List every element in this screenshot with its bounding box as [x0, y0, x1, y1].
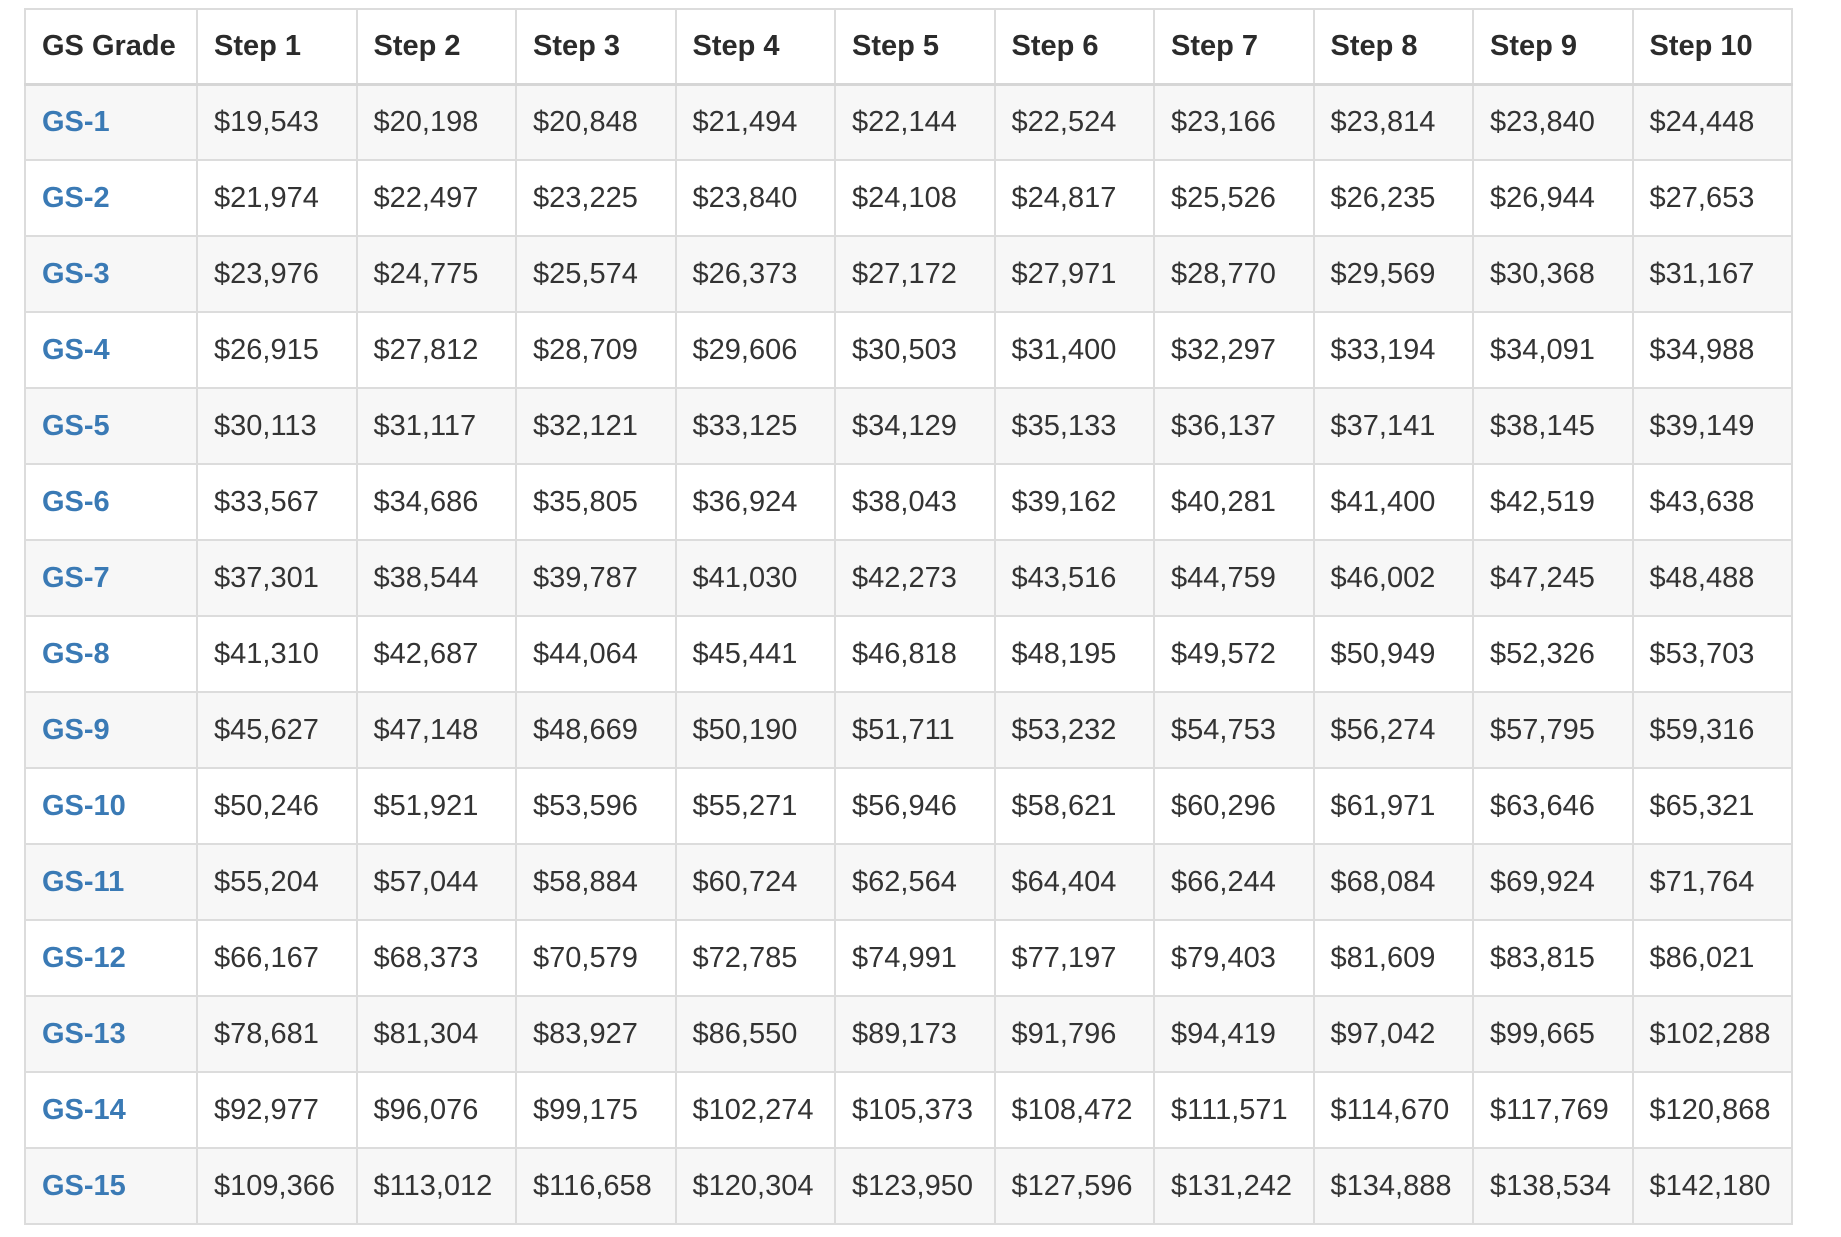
- salary-cell: $86,550: [676, 996, 836, 1072]
- salary-cell: $45,627: [197, 692, 357, 768]
- table-row: [25, 996, 1792, 1072]
- salary-cell: $102,274: [676, 1072, 836, 1148]
- salary-cell: $142,180: [1633, 1148, 1793, 1224]
- salary-cell: $71,764: [1633, 844, 1793, 920]
- salary-cell: $89,173: [835, 996, 995, 1072]
- salary-cell: $83,815: [1473, 920, 1633, 996]
- salary-cell: $27,812: [357, 312, 517, 388]
- salary-cell: $70,579: [516, 920, 676, 996]
- salary-cell: $27,971: [995, 236, 1155, 312]
- salary-cell: $33,194: [1314, 312, 1474, 388]
- gs-pay-table: [24, 8, 1793, 1225]
- grade-cell: [25, 996, 197, 1072]
- salary-cell: $53,596: [516, 768, 676, 844]
- salary-cell: $34,091: [1473, 312, 1633, 388]
- salary-cell: $57,044: [357, 844, 517, 920]
- salary-cell: $26,235: [1314, 160, 1474, 236]
- grade-link[interactable]: GS-1: [42, 105, 110, 138]
- salary-cell: $68,373: [357, 920, 517, 996]
- salary-cell: $50,246: [197, 768, 357, 844]
- salary-cell: $41,030: [676, 540, 836, 616]
- salary-cell: $102,288: [1633, 996, 1793, 1072]
- salary-cell: $74,991: [835, 920, 995, 996]
- table-row: [25, 692, 1792, 768]
- grade-link[interactable]: GS-5: [42, 409, 110, 442]
- table-row: [25, 1072, 1792, 1148]
- salary-cell: $27,653: [1633, 160, 1793, 236]
- grade-cell: [25, 540, 197, 616]
- salary-cell: $26,944: [1473, 160, 1633, 236]
- grade-link[interactable]: GS-2: [42, 181, 110, 214]
- table-row: [25, 1148, 1792, 1224]
- salary-cell: $38,544: [357, 540, 517, 616]
- salary-cell: $61,971: [1314, 768, 1474, 844]
- table-row: [25, 464, 1792, 540]
- salary-cell: $120,304: [676, 1148, 836, 1224]
- salary-cell: $117,769: [1473, 1072, 1633, 1148]
- salary-cell: $26,915: [197, 312, 357, 388]
- salary-cell: $30,113: [197, 388, 357, 464]
- salary-cell: $105,373: [835, 1072, 995, 1148]
- table-row: [25, 844, 1792, 920]
- salary-cell: $20,198: [357, 84, 517, 160]
- salary-cell: $54,753: [1154, 692, 1314, 768]
- grade-link[interactable]: GS-7: [42, 561, 110, 594]
- salary-cell: $43,516: [995, 540, 1155, 616]
- salary-cell: $45,441: [676, 616, 836, 692]
- salary-cell: $56,274: [1314, 692, 1474, 768]
- column-header-step-8: Step 8: [1314, 9, 1474, 84]
- salary-cell: $33,125: [676, 388, 836, 464]
- salary-cell: $24,108: [835, 160, 995, 236]
- column-header-step-3: Step 3: [516, 9, 676, 84]
- table-row: [25, 768, 1792, 844]
- salary-cell: $58,621: [995, 768, 1155, 844]
- table-row: [25, 236, 1792, 312]
- grade-cell: [25, 920, 197, 996]
- salary-cell: $36,924: [676, 464, 836, 540]
- salary-cell: $83,927: [516, 996, 676, 1072]
- grade-link[interactable]: GS-9: [42, 713, 110, 746]
- column-header-step-6: Step 6: [995, 9, 1155, 84]
- pay-table-container: [24, 8, 1791, 1225]
- salary-cell: $31,117: [357, 388, 517, 464]
- salary-cell: $53,703: [1633, 616, 1793, 692]
- salary-cell: $92,977: [197, 1072, 357, 1148]
- salary-cell: $38,043: [835, 464, 995, 540]
- grade-link[interactable]: GS-8: [42, 637, 110, 670]
- grade-link[interactable]: GS-13: [42, 1017, 126, 1050]
- table-row: [25, 312, 1792, 388]
- salary-cell: $52,326: [1473, 616, 1633, 692]
- salary-cell: $123,950: [835, 1148, 995, 1224]
- salary-cell: $46,818: [835, 616, 995, 692]
- salary-cell: $91,796: [995, 996, 1155, 1072]
- salary-cell: $21,494: [676, 84, 836, 160]
- grade-cell: [25, 692, 197, 768]
- salary-cell: $31,167: [1633, 236, 1793, 312]
- salary-cell: $46,002: [1314, 540, 1474, 616]
- salary-cell: $116,658: [516, 1148, 676, 1224]
- salary-cell: $33,567: [197, 464, 357, 540]
- salary-cell: $34,129: [835, 388, 995, 464]
- salary-cell: $39,149: [1633, 388, 1793, 464]
- grade-link[interactable]: GS-15: [42, 1169, 126, 1202]
- salary-cell: $28,770: [1154, 236, 1314, 312]
- grade-cell: [25, 464, 197, 540]
- salary-cell: $99,665: [1473, 996, 1633, 1072]
- grade-link[interactable]: GS-12: [42, 941, 126, 974]
- table-row: [25, 616, 1792, 692]
- salary-cell: $42,519: [1473, 464, 1633, 540]
- salary-cell: $30,503: [835, 312, 995, 388]
- table-header: [25, 9, 1792, 84]
- salary-cell: $37,301: [197, 540, 357, 616]
- table-row: [25, 160, 1792, 236]
- column-header-step-10: Step 10: [1633, 9, 1793, 84]
- table-row: [25, 84, 1792, 160]
- salary-cell: $41,310: [197, 616, 357, 692]
- grade-cell: [25, 312, 197, 388]
- salary-cell: $49,572: [1154, 616, 1314, 692]
- salary-cell: $81,304: [357, 996, 517, 1072]
- salary-cell: $64,404: [995, 844, 1155, 920]
- salary-cell: $47,148: [357, 692, 517, 768]
- column-header-step-7: Step 7: [1154, 9, 1314, 84]
- salary-cell: $25,526: [1154, 160, 1314, 236]
- salary-cell: $23,814: [1314, 84, 1474, 160]
- salary-cell: $22,497: [357, 160, 517, 236]
- salary-cell: $32,121: [516, 388, 676, 464]
- salary-cell: $34,686: [357, 464, 517, 540]
- grade-link[interactable]: GS-6: [42, 485, 110, 518]
- salary-cell: $48,195: [995, 616, 1155, 692]
- column-header-step-4: Step 4: [676, 9, 836, 84]
- salary-cell: $114,670: [1314, 1072, 1474, 1148]
- salary-cell: $22,144: [835, 84, 995, 160]
- salary-cell: $63,646: [1473, 768, 1633, 844]
- salary-cell: $29,569: [1314, 236, 1474, 312]
- salary-cell: $19,543: [197, 84, 357, 160]
- salary-cell: $20,848: [516, 84, 676, 160]
- salary-cell: $23,840: [1473, 84, 1633, 160]
- salary-cell: $127,596: [995, 1148, 1155, 1224]
- salary-cell: $22,524: [995, 84, 1155, 160]
- salary-cell: $39,162: [995, 464, 1155, 540]
- salary-cell: $30,368: [1473, 236, 1633, 312]
- salary-cell: $113,012: [357, 1148, 517, 1224]
- salary-cell: $29,606: [676, 312, 836, 388]
- salary-cell: $25,574: [516, 236, 676, 312]
- grade-cell: [25, 236, 197, 312]
- salary-cell: $99,175: [516, 1072, 676, 1148]
- grade-cell: [25, 1072, 197, 1148]
- column-header-step-2: Step 2: [357, 9, 517, 84]
- salary-cell: $138,534: [1473, 1148, 1633, 1224]
- grade-link[interactable]: GS-10: [42, 789, 126, 822]
- salary-cell: $32,297: [1154, 312, 1314, 388]
- salary-cell: $26,373: [676, 236, 836, 312]
- salary-cell: $57,795: [1473, 692, 1633, 768]
- salary-cell: $21,974: [197, 160, 357, 236]
- salary-cell: $37,141: [1314, 388, 1474, 464]
- column-header-step-5: Step 5: [835, 9, 995, 84]
- salary-cell: $131,242: [1154, 1148, 1314, 1224]
- salary-cell: $78,681: [197, 996, 357, 1072]
- salary-cell: $51,711: [835, 692, 995, 768]
- salary-cell: $108,472: [995, 1072, 1155, 1148]
- salary-cell: $42,687: [357, 616, 517, 692]
- column-header-gs-grade: GS Grade: [25, 9, 197, 84]
- grade-cell: [25, 388, 197, 464]
- salary-cell: $50,949: [1314, 616, 1474, 692]
- grade-cell: [25, 160, 197, 236]
- salary-cell: $111,571: [1154, 1072, 1314, 1148]
- salary-cell: $62,564: [835, 844, 995, 920]
- salary-cell: $23,840: [676, 160, 836, 236]
- grade-link[interactable]: GS-3: [42, 257, 110, 290]
- salary-cell: $58,884: [516, 844, 676, 920]
- salary-cell: $23,225: [516, 160, 676, 236]
- salary-cell: $81,609: [1314, 920, 1474, 996]
- column-header-step-9: Step 9: [1473, 9, 1633, 84]
- salary-cell: $66,244: [1154, 844, 1314, 920]
- grade-cell: [25, 1148, 197, 1224]
- salary-cell: $42,273: [835, 540, 995, 616]
- salary-cell: $65,321: [1633, 768, 1793, 844]
- salary-cell: $35,805: [516, 464, 676, 540]
- salary-cell: $31,400: [995, 312, 1155, 388]
- salary-cell: $50,190: [676, 692, 836, 768]
- salary-cell: $38,145: [1473, 388, 1633, 464]
- salary-cell: $24,817: [995, 160, 1155, 236]
- salary-cell: $59,316: [1633, 692, 1793, 768]
- salary-cell: $53,232: [995, 692, 1155, 768]
- salary-cell: $40,281: [1154, 464, 1314, 540]
- column-header-step-1: Step 1: [197, 9, 357, 84]
- table-body: [25, 84, 1792, 1224]
- grade-cell: [25, 616, 197, 692]
- salary-cell: $68,084: [1314, 844, 1474, 920]
- salary-cell: $24,775: [357, 236, 517, 312]
- salary-cell: $55,204: [197, 844, 357, 920]
- table-row: [25, 920, 1792, 996]
- grade-cell: [25, 844, 197, 920]
- salary-cell: $66,167: [197, 920, 357, 996]
- salary-cell: $69,924: [1473, 844, 1633, 920]
- salary-cell: $36,137: [1154, 388, 1314, 464]
- table-row: [25, 540, 1792, 616]
- salary-cell: $47,245: [1473, 540, 1633, 616]
- grade-link[interactable]: GS-4: [42, 333, 110, 366]
- salary-cell: $79,403: [1154, 920, 1314, 996]
- salary-cell: $27,172: [835, 236, 995, 312]
- grade-cell: [25, 84, 197, 160]
- salary-cell: $41,400: [1314, 464, 1474, 540]
- salary-cell: $23,166: [1154, 84, 1314, 160]
- salary-cell: $60,724: [676, 844, 836, 920]
- salary-cell: $23,976: [197, 236, 357, 312]
- salary-cell: $24,448: [1633, 84, 1793, 160]
- salary-cell: $51,921: [357, 768, 517, 844]
- salary-cell: $43,638: [1633, 464, 1793, 540]
- salary-cell: $120,868: [1633, 1072, 1793, 1148]
- salary-cell: $77,197: [995, 920, 1155, 996]
- salary-cell: $48,488: [1633, 540, 1793, 616]
- salary-cell: $35,133: [995, 388, 1155, 464]
- salary-cell: $39,787: [516, 540, 676, 616]
- salary-cell: $44,064: [516, 616, 676, 692]
- salary-cell: $28,709: [516, 312, 676, 388]
- salary-cell: $97,042: [1314, 996, 1474, 1072]
- salary-cell: $55,271: [676, 768, 836, 844]
- salary-cell: $96,076: [357, 1072, 517, 1148]
- salary-cell: $34,988: [1633, 312, 1793, 388]
- salary-cell: $94,419: [1154, 996, 1314, 1072]
- grade-cell: [25, 768, 197, 844]
- grade-link[interactable]: GS-14: [42, 1093, 126, 1126]
- header-row: [25, 9, 1792, 84]
- salary-cell: $86,021: [1633, 920, 1793, 996]
- salary-cell: $44,759: [1154, 540, 1314, 616]
- salary-cell: $56,946: [835, 768, 995, 844]
- grade-link[interactable]: GS-11: [42, 865, 125, 898]
- salary-cell: $72,785: [676, 920, 836, 996]
- salary-cell: $109,366: [197, 1148, 357, 1224]
- salary-cell: $134,888: [1314, 1148, 1474, 1224]
- salary-cell: $48,669: [516, 692, 676, 768]
- salary-cell: $60,296: [1154, 768, 1314, 844]
- table-row: [25, 388, 1792, 464]
